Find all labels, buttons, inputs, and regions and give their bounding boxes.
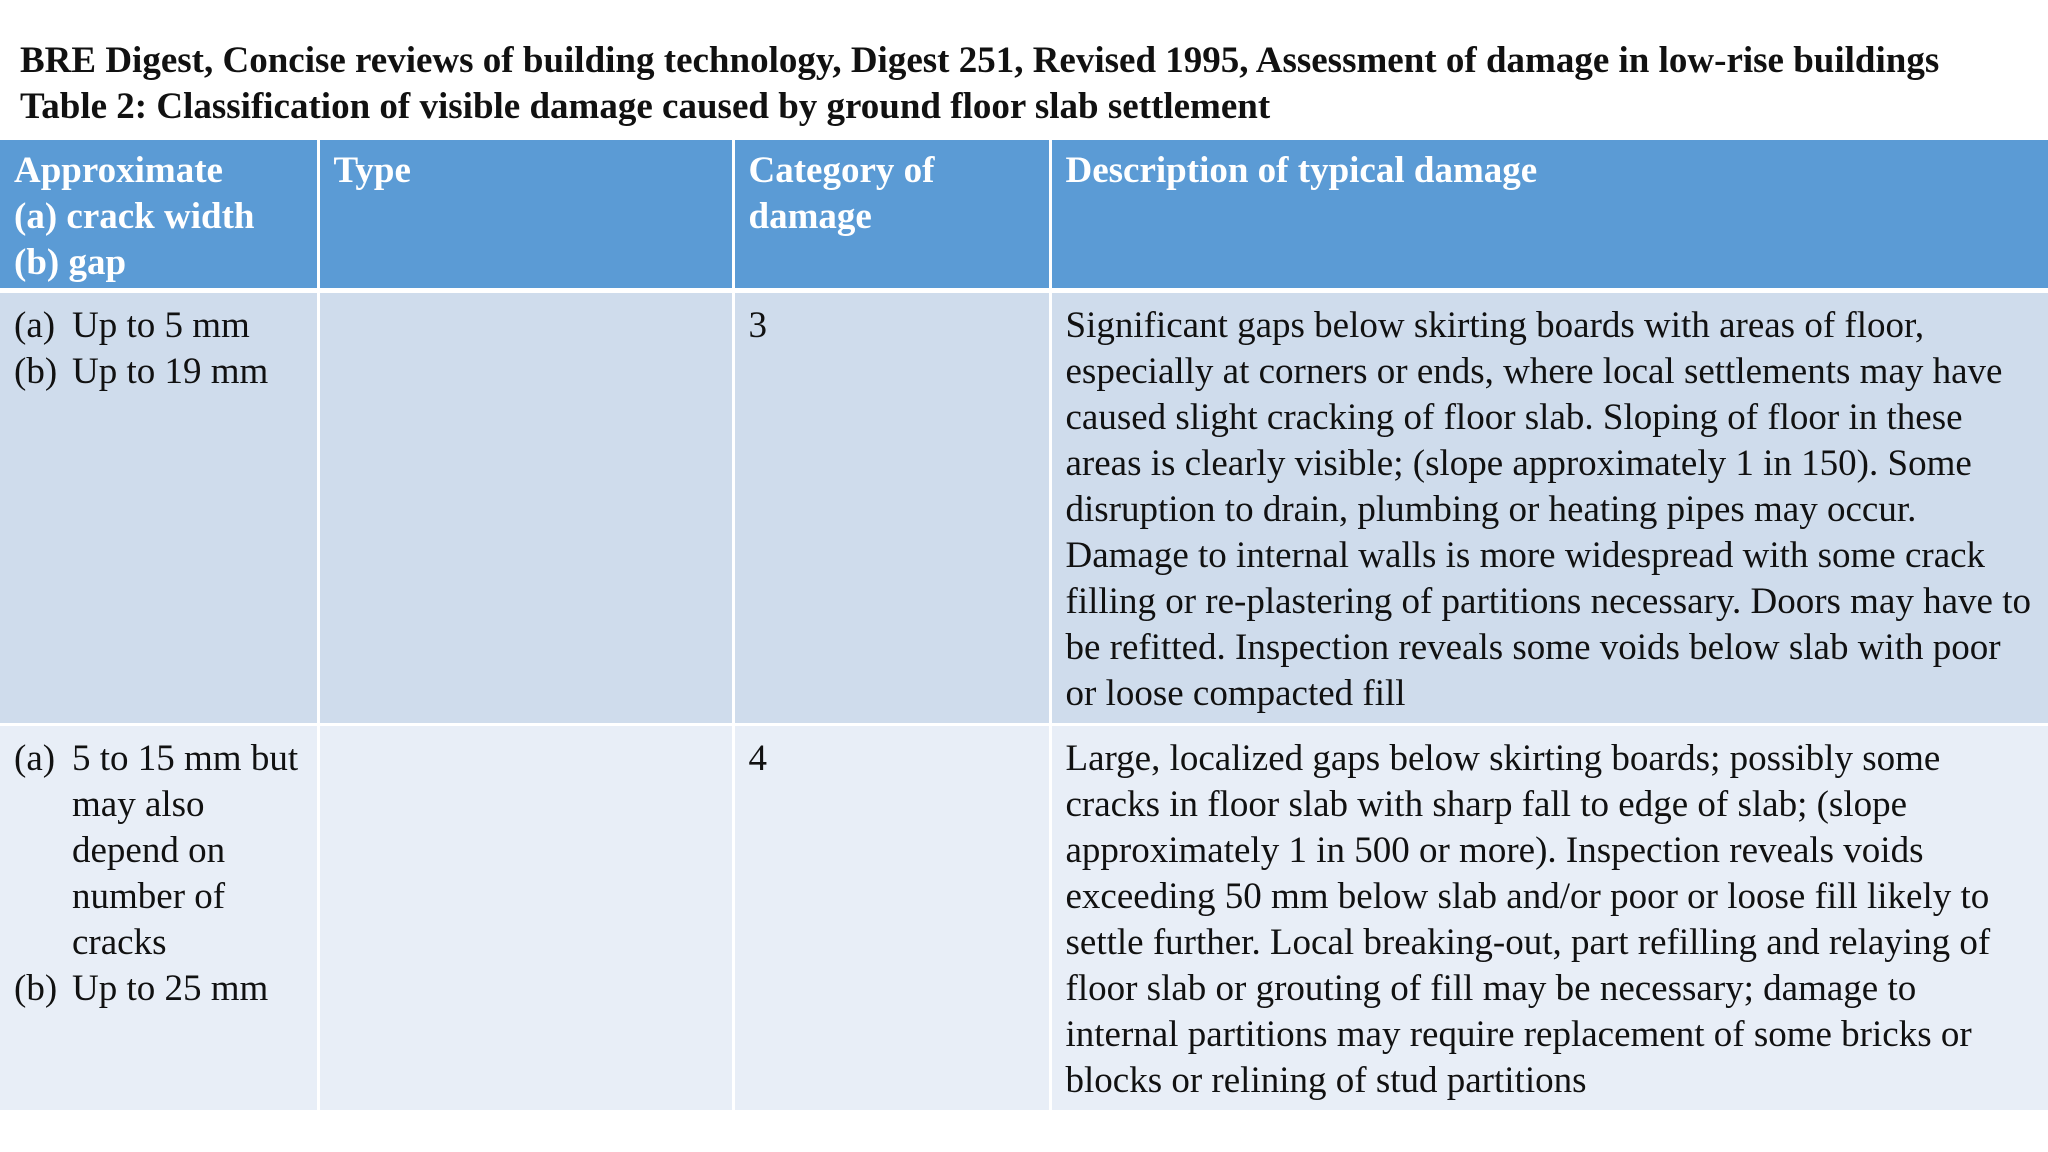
page-heading [20,38,2030,130]
crack-width-label: (a) [14,738,56,779]
category-cell: 4 [733,725,1050,1112]
header-width-line1: Approximate [14,150,223,191]
table-row [0,291,2048,725]
category-cell: 3 [733,291,1050,725]
width-cell [0,291,318,725]
gap-value: Up to 19 mm [72,351,269,392]
header-width-line2: (a) crack width [14,196,255,237]
crack-width-line [14,736,303,966]
crack-width-line [14,303,303,349]
type-cell [318,291,733,725]
crack-width-value: 5 to 15 mm but may also depend on number of cracks [72,738,299,963]
header-type: Type [318,140,733,291]
header-width [0,140,318,291]
width-cell [0,725,318,1112]
table-title: Table 2: Classification of visible damage caused by ground floor slab settlement [20,86,1271,127]
crack-width-label: (a) [14,305,56,346]
gap-line [14,966,303,1012]
header-width-line3: (b) gap [14,242,127,283]
table-row [0,725,2048,1112]
gap-label: (b) [14,968,58,1009]
gap-value: Up to 25 mm [72,968,269,1009]
description-cell: Large, localized gaps below skirting boards; possibly some cracks in floor slab with sharp fall to edge of slab; (slope approximately 1 in 500 or more). Inspection reveals voids exceeding 50 mm below slab and/or poor or loose fill likely to settle further. Local breaking-out, part refilling and relaying of floor slab or grouting of fill may be necessary; damage to internal partitions may require replacement of some bricks or blocks or relining of stud partitions [1050,725,2048,1112]
crack-width-value: Up to 5 mm [72,305,250,346]
header-description: Description of typical damage [1050,140,2048,291]
header-category [733,140,1050,291]
header-category-line1: Category of [748,150,935,191]
gap-label: (b) [14,351,58,392]
table-header-row [0,140,2048,291]
damage-classification-table [0,140,2048,1113]
gap-line [14,349,303,395]
description-cell: Significant gaps below skirting boards with areas of floor, especially at corners or ends, where local settlements may have caused slight cracking of floor slab. Sloping of floor in these areas is clearly visible; (slope approximately 1 in 150). Some disruption to drain, plumbing or heating pipes may occur. Damage to internal walls is more widespread with some crack filling or re-plastering of partitions necessary. Doors may have to be refitted. Inspection reveals some voids below slab with poor or loose compacted fill [1050,291,2048,725]
digest-title: BRE Digest, Concise reviews of building technology, Digest 251, Revised 1995, Assessment of damage in low-rise buildings [20,40,1940,81]
header-category-line2: damage [748,196,872,237]
type-cell [318,725,733,1112]
